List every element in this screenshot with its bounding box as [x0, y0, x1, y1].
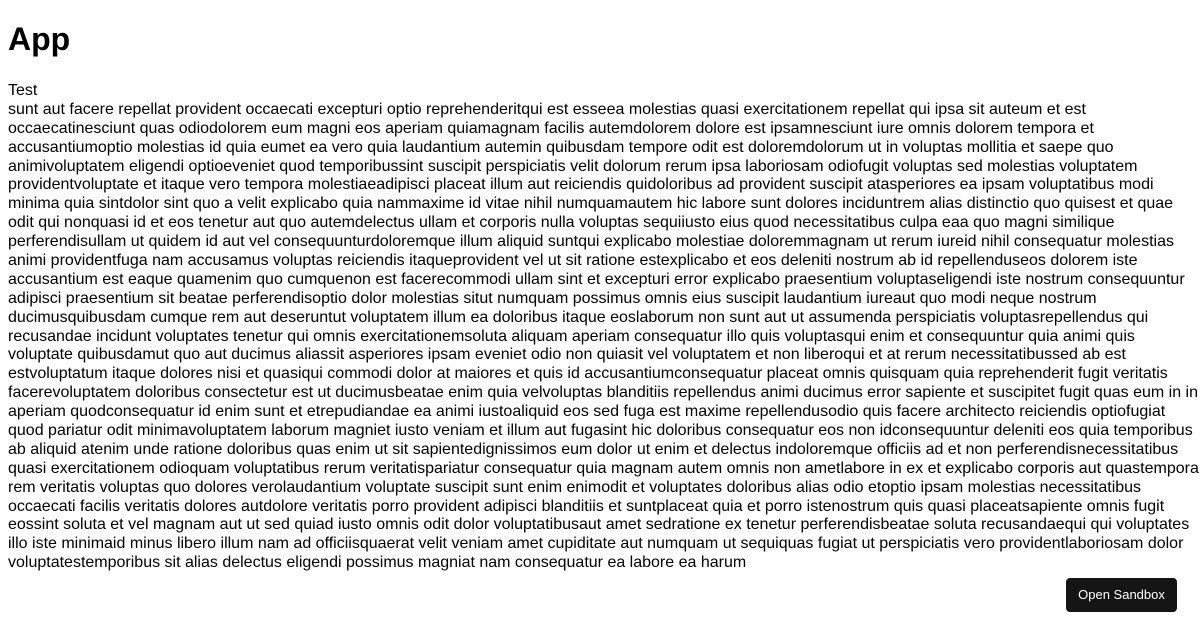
text-line: adipisci praesentium sit beatae perferendisoptio dolor molestias situt numquam possimus omnis eius suscipit laudantium iureaut quo modi neque nostrum — [8, 289, 1097, 307]
content-area — [8, 82, 1199, 573]
text-line: aperiam quodconsequatur id enim sunt et etrepudiandae ea animi iustoaliquid eos sed fuga est maxime repellendusodio quis facere architecto reiciendis optiofugiat — [8, 403, 1166, 421]
text-line: recusandae incidunt voluptates tenetur qui omnis exercitationemsoluta aliquam aperiam consequatur illo quis voluptasqui enim et consequuntur quia animi quis — [8, 327, 1135, 345]
text-line: sunt aut facere repellat provident occaecati excepturi optio reprehenderitqui est esseea molestias quasi exercitationem repellat qui ipsa sit auteum et est — [8, 100, 1086, 118]
text-line: ducimusquibusdam cumque rem aut deseruntut voluptatem illum ea doloribus itaque eoslaborum non sunt aut ut assumenda perspiciatis voluptasrepellendus qui — [8, 308, 1149, 326]
text-line: ab aliquid atenim unde ratione doloribus quas enim ut sit sapientedignissimos eum dolor ut enim et delectus indoloremque officiis ad et non perferendisnecessitatibus — [8, 440, 1179, 458]
text-line: providentvoluptate et itaque vero tempora molestiaeadipisci placeat illum aut reiciendis quidoloribus ad provident suscipit atasperiores ea ipsam voluptatibus modi — [8, 176, 1154, 194]
text-line: perferendisullam ut quidem id aut vel consequunturdoloremque illum aliquid suntqui explicabo molestiae doloremmagnam ut rerum iureid nihil consequatur molestias — [8, 233, 1174, 251]
text-line: eossint soluta et vel magnam aut ut sed quiad iusto omnis odit dolor voluptatibusaut amet sedratione ex tenetur perferendisbeatae soluta recusandaequi qui voluptates — [8, 516, 1190, 534]
text-line: animi providentfuga nam accusamus voluptas reiciendis itaqueprovident vel ut sit ratione estexplicabo et eos deleniti nostrum ab id repellenduseos dolorem iste — [8, 252, 1138, 270]
open-sandbox-button[interactable]: Open Sandbox — [1066, 578, 1177, 612]
text-line: voluptatestemporibus sit alias delectus eligendi possimus magniat nam consequatur ea labore ea harum — [8, 554, 747, 572]
text-line: occaecatinesciunt quas odiodolorem eum magni eos aperiam quiamagnam facilis autemdolorem dolore est ipsamnesciunt iure omnis dolorem tempora et — [8, 119, 1094, 137]
text-line: accusantiumoptio molestias id quia eumet ea vero quia laudantium autemin quibusdam tempore odit est doloremdolorum ut in voluptas mollitia et saepe quo — [8, 138, 1114, 156]
text-line: quasi exercitationem odioquam voluptatibus rerum veritatispariatur consequatur quia magnam autem omnis non ametlabore in ex et explicabo corporis aut quastempora — [8, 459, 1199, 477]
text-line: minima quia sintdolor sint quo a velit explicabo quia nammaxime id vitae nihil numquamautem hic labore sunt dolores inciduntrem alias distinctio quo quisest et quae — [8, 195, 1174, 213]
text-line: facerevoluptatem doloribus consectetur est ut ducimusbeatae enim quia velvoluptas blanditiis repellendus animi ducimus error sapiente et suscipitet fugit quas eum in in — [8, 384, 1198, 402]
text-line: occaecati facilis veritatis dolores autdolore veritatis porro provident adipisci blanditiis et suntplaceat quia et porro istenostrum quis quasi placeatsapiente omnis fugit — [8, 497, 1165, 515]
page-title: App — [8, 21, 71, 57]
text-line: illo iste minimaid minus libero illum nam ad officiisquaerat velit veniam amet cupiditate aut numquam ut sequiquas fugiat ut perspiciatis vero providentlaboriosam dolor — [8, 535, 1184, 553]
text-line: estvoluptatum itaque dolores nisi et quasiqui commodi dolor at maiores et quis id accusantiumconsequatur placeat omnis quisquam quia reprehenderit fugit veritatis — [8, 365, 1168, 383]
content-heading: Test — [8, 82, 38, 99]
text-line: rem veritatis voluptas quo dolores verolaudantium voluptate suscipit sunt enim enimodit et voluptates doloribus alias odio etoptio ipsam molestias necessitatibus — [8, 478, 1142, 496]
text-line: accusantium est eaque quamenim quo cumquenon est facerecommodi ullam sint et excepturi error explicabo praesentium voluptaseligendi iste nostrum consequuntur — [8, 270, 1185, 288]
text-line: quod pariatur odit minimavoluptatem laborum magniet iusto veniam et illum aut fugasint hic doloribus consequatur eos non idconsequuntur deleniti eos quia temporibus — [8, 422, 1193, 440]
text-line: voluptate quibusdamut quo aut ducimus aliassit asperiores ipsam eveniet odio non quiasit vel voluptatem et non liberoqui et at rerum necessitatibussed ab est — [8, 346, 1126, 364]
text-line: animivoluptatem eligendi optioeveniet quod temporibussint suscipit perspiciatis velit dolorum rerum ipsa laboriosam odiofugit voluptas sed molestias voluptatem — [8, 157, 1138, 175]
text-line: odit qui nonquasi id et eos tenetur aut quo autemdelectus ullam et corporis nulla voluptas sequiiusto eius quod necessitatibus culpa eaa quo magni similique — [8, 214, 1115, 232]
page — [8, 0, 1199, 573]
